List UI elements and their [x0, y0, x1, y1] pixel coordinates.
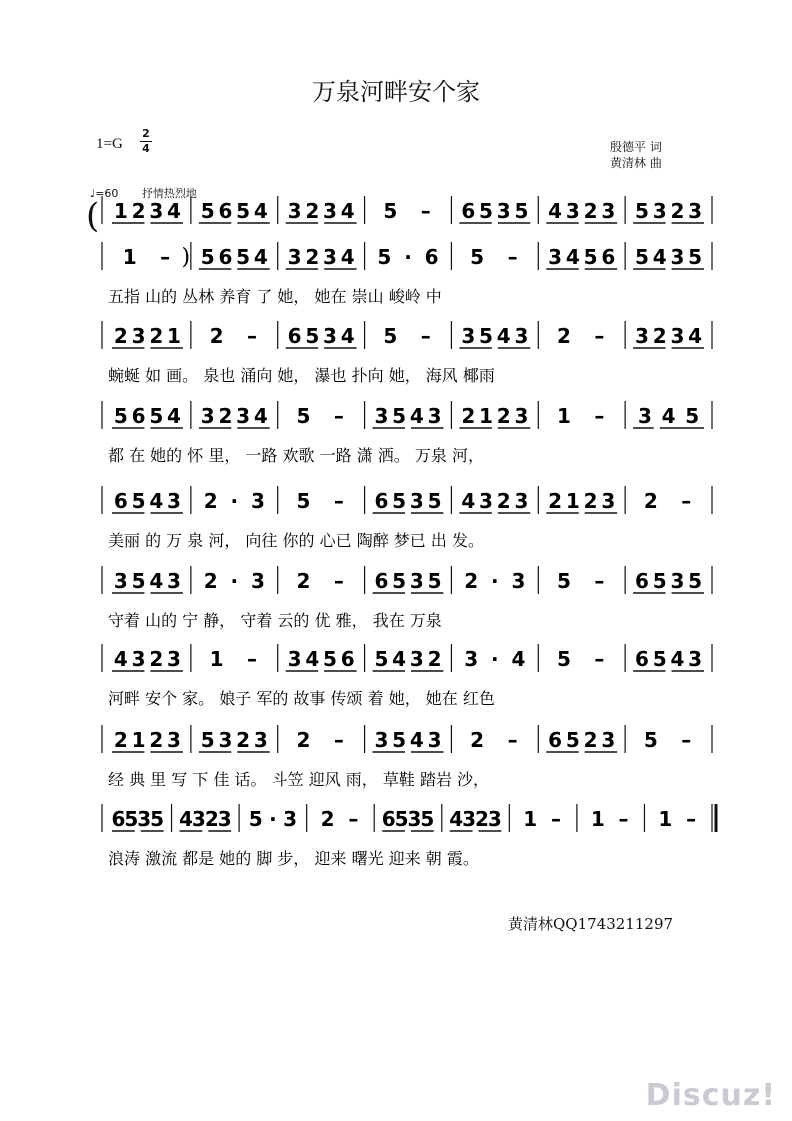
note: 3 — [131, 647, 146, 671]
note: 2 — [652, 324, 667, 348]
note: 3 — [250, 569, 265, 593]
note: 3 — [601, 489, 616, 513]
note: 1 — [523, 807, 538, 831]
note: 1 — [658, 807, 673, 831]
note: – — [551, 807, 561, 831]
note: 3 — [688, 647, 703, 671]
note: 5 — [394, 807, 409, 831]
note: 5 — [470, 245, 485, 269]
note: 3 — [250, 489, 265, 513]
note: 3 — [601, 728, 616, 752]
note: 5 — [377, 245, 392, 269]
note: 2 — [113, 728, 128, 752]
note: 6 — [424, 245, 439, 269]
note: 2 — [427, 647, 442, 671]
watermark-logo: Discuz! — [645, 1078, 776, 1113]
note: 3 — [670, 569, 685, 593]
note: 2 — [236, 728, 251, 752]
note: – — [507, 728, 518, 752]
note: 5 — [514, 199, 529, 223]
note: 3 — [635, 324, 649, 348]
note: 5 — [150, 807, 165, 831]
note: 3 — [548, 245, 563, 269]
note: 2 — [209, 324, 224, 348]
note: 3 — [427, 404, 442, 428]
note: 2 — [643, 489, 658, 513]
note: – — [333, 728, 344, 752]
note: 3 — [464, 647, 479, 671]
note: – — [594, 404, 605, 428]
note: – — [618, 807, 629, 831]
note: 1 — [122, 245, 137, 269]
note: 5 — [383, 324, 398, 348]
note: 3 — [113, 569, 128, 593]
note: 4 — [565, 245, 580, 269]
note: 2 — [475, 807, 489, 831]
lyric-line: 五指 山的 丛林 养育 了 她， 她在 崇山 峻岭 中 — [108, 287, 442, 306]
note: 4 — [340, 199, 355, 223]
note: · — [230, 569, 239, 593]
note: 2 — [305, 199, 320, 223]
note: 5 — [479, 199, 493, 223]
note: 3 — [323, 199, 337, 223]
note: 2 — [149, 647, 164, 671]
note: 5 — [652, 647, 667, 671]
note: 3 — [323, 324, 337, 348]
note: 4 — [449, 807, 464, 831]
note: 2 — [149, 728, 164, 752]
note: 3 — [670, 245, 685, 269]
lyricist-credit: 殷德平 词 — [610, 140, 662, 154]
note: 3 — [167, 569, 181, 593]
note: 3 — [191, 807, 206, 831]
note: 5 — [200, 245, 215, 269]
note: 2 — [464, 569, 479, 593]
note: 2 — [296, 569, 311, 593]
note: 2 — [470, 728, 485, 752]
note: 4 — [670, 647, 685, 671]
note: 4 — [548, 199, 563, 223]
note: 4 — [149, 489, 164, 513]
note: 2 — [583, 489, 598, 513]
note: 5 — [565, 728, 580, 752]
note: 2 — [461, 404, 476, 428]
note: 5 — [374, 647, 389, 671]
note: 3 — [131, 324, 146, 348]
note: 3 — [137, 807, 152, 831]
note: 6 — [340, 647, 355, 671]
lyric-line: 经 典 里 写 下 佳 话。 斗笠 迎风 雨， 草鞋 踏岩 沙， — [108, 770, 490, 789]
note: 5 — [392, 489, 407, 513]
note: 6 — [374, 569, 389, 593]
note: 4 — [167, 199, 181, 223]
note: 2 — [131, 199, 146, 223]
note: 5 — [685, 404, 700, 428]
note: 2 — [670, 199, 685, 223]
note: 4 — [179, 807, 193, 831]
note: 5 — [383, 199, 398, 223]
note: 3 — [652, 199, 667, 223]
note: 3 — [601, 199, 616, 223]
note: – — [681, 489, 692, 513]
note: 5 — [427, 489, 442, 513]
note: 2 — [583, 199, 598, 223]
note: 3 — [637, 404, 652, 428]
note: 5 — [688, 245, 703, 269]
note: · — [404, 245, 412, 269]
note: 5 — [635, 245, 649, 269]
note: 2 — [203, 489, 218, 513]
note: 3 — [688, 199, 703, 223]
note: 3 — [670, 324, 685, 348]
note: 3 — [287, 245, 302, 269]
note: 3 — [514, 404, 529, 428]
note: 3 — [409, 569, 424, 593]
note: 5 — [236, 245, 251, 269]
note: 3 — [462, 807, 477, 831]
note: 1 — [113, 199, 128, 223]
note: 3 — [217, 807, 232, 831]
note: – — [594, 647, 605, 671]
note: 6 — [287, 324, 302, 348]
note: 5 — [113, 404, 128, 428]
lyric-line: 浪涛 激流 都是 她的 脚 步， 迎来 曙光 迎来 朝 霞。 — [108, 849, 479, 868]
note: 6 — [131, 404, 146, 428]
note: 2 — [548, 489, 563, 513]
note: 3 — [407, 807, 422, 831]
note: 5 — [131, 489, 146, 513]
note: 5 — [149, 404, 164, 428]
note: 2 — [113, 324, 128, 348]
note: 2 — [496, 404, 511, 428]
time-denominator: 4 — [142, 142, 150, 155]
footer-credit: 黄清林QQ1743211297 — [508, 915, 674, 933]
note: 2 — [320, 807, 335, 831]
note: 3 — [511, 569, 526, 593]
note: 2 — [149, 324, 164, 348]
note: 3 — [167, 647, 181, 671]
note: 3 — [167, 728, 181, 752]
note: 3 — [514, 489, 529, 513]
note: 6 — [374, 489, 389, 513]
note: – — [333, 404, 344, 428]
note: 5 — [200, 199, 215, 223]
note: 1 — [565, 489, 580, 513]
note: 4 — [340, 324, 355, 348]
note: 4 — [167, 404, 181, 428]
note: 3 — [149, 199, 164, 223]
note: 4 — [461, 489, 476, 513]
note: 4 — [511, 647, 526, 671]
lyric-line: 守着 山的 宁 静， 守着 云的 优 雅， 我在 万泉 — [108, 611, 442, 630]
note: 2 — [557, 324, 571, 348]
note: 3 — [236, 404, 251, 428]
lyric-line: 美丽 的 万 泉 河， 向往 你的 心已 陶醉 梦已 出 发。 — [108, 531, 484, 550]
note: 1 — [131, 728, 146, 752]
note: 5 — [479, 324, 493, 348]
note: 3 — [323, 245, 337, 269]
note: 1 — [590, 807, 605, 831]
note: 3 — [565, 199, 580, 223]
note: – — [420, 324, 431, 348]
note: 4 — [496, 324, 511, 348]
closing-bracket: ) — [181, 245, 191, 270]
opening-bracket: ( — [86, 196, 100, 236]
note: – — [333, 569, 344, 593]
note: 2 — [218, 404, 233, 428]
note: · — [491, 569, 499, 593]
note: 3 — [487, 807, 502, 831]
note: 3 — [461, 324, 476, 348]
note: 2 — [496, 489, 511, 513]
note: – — [160, 245, 171, 269]
note: 5 — [248, 807, 263, 831]
note: 4 — [409, 728, 424, 752]
note: 3 — [427, 728, 442, 752]
note: – — [333, 489, 344, 513]
note: – — [507, 245, 518, 269]
note: 5 — [296, 489, 311, 513]
note: 2 — [305, 245, 320, 269]
tempo-mark: ♩=60 — [90, 187, 119, 200]
note: – — [247, 647, 257, 671]
note: 2 — [296, 728, 311, 752]
note: 5 — [557, 569, 571, 593]
note: 4 — [340, 245, 355, 269]
note: 4 — [688, 324, 703, 348]
note: 5 — [688, 569, 703, 593]
note: – — [420, 199, 431, 223]
note: 5 — [296, 404, 311, 428]
note: – — [681, 728, 692, 752]
note: 3 — [253, 728, 268, 752]
note: 3 — [514, 324, 529, 348]
note: 3 — [409, 489, 424, 513]
note: 6 — [548, 728, 563, 752]
note: – — [594, 324, 605, 348]
note: 3 — [374, 404, 389, 428]
note: 5 — [124, 807, 139, 831]
note: 6 — [111, 807, 126, 831]
note: 5 — [131, 569, 146, 593]
song-title: 万泉河畔安个家 — [312, 78, 480, 106]
note: 5 — [420, 807, 435, 831]
note: 4 — [113, 647, 128, 671]
note: 3 — [287, 199, 302, 223]
note: 4 — [409, 404, 424, 428]
note: 3 — [479, 489, 493, 513]
note: 5 — [635, 199, 649, 223]
lyric-line: 蜿蜒 如 画。 泉也 涌向 她， 瀑也 扑向 她， 海风 椰雨 — [108, 366, 495, 385]
note: 3 — [167, 489, 181, 513]
note: 2 — [583, 728, 598, 752]
note: 1 — [167, 324, 181, 348]
note: 5 — [557, 647, 571, 671]
note: 6 — [635, 647, 649, 671]
note: 4 — [305, 647, 320, 671]
note: 5 — [392, 569, 407, 593]
note: 6 — [113, 489, 128, 513]
note: – — [348, 807, 359, 831]
lyric-line: 河畔 安个 家。 娘子 军的 故事 传颂 着 她， 她在 红色 — [108, 689, 495, 708]
note: 4 — [253, 245, 268, 269]
note: – — [594, 569, 605, 593]
note: 5 — [392, 404, 407, 428]
note: 3 — [496, 199, 511, 223]
note: · — [491, 647, 499, 671]
note: 5 — [427, 569, 442, 593]
note: 5 — [392, 728, 407, 752]
lyric-line: 都 在 她的 怀 里， 一路 欢歌 一路 潇 洒。 万泉 河， — [108, 446, 484, 465]
note: 6 — [381, 807, 396, 831]
note: 3 — [287, 647, 302, 671]
note: 4 — [149, 569, 164, 593]
key-signature: 1=G — [96, 136, 123, 152]
note: 5 — [652, 569, 667, 593]
note: 2 — [204, 807, 219, 831]
note: 4 — [392, 647, 407, 671]
note: 6 — [601, 245, 616, 269]
note: 4 — [652, 245, 667, 269]
note: 5 — [305, 324, 320, 348]
note: 6 — [461, 199, 476, 223]
note: 4 — [661, 404, 676, 428]
note: 3 — [283, 807, 298, 831]
note: – — [686, 807, 697, 831]
note: 1 — [557, 404, 571, 428]
note: 6 — [635, 569, 649, 593]
note: 2 — [203, 569, 218, 593]
composer-credit: 黄清林 曲 — [610, 156, 662, 170]
note: 6 — [218, 245, 233, 269]
note: 4 — [253, 199, 268, 223]
note: 3 — [218, 728, 233, 752]
note: – — [247, 324, 257, 348]
note: 5 — [323, 647, 337, 671]
note: 6 — [218, 199, 233, 223]
note: 5 — [236, 199, 251, 223]
note: 5 — [583, 245, 598, 269]
note: 5 — [200, 728, 215, 752]
note: 3 — [409, 647, 424, 671]
note: · — [230, 489, 239, 513]
note: 1 — [479, 404, 493, 428]
note: 5 — [643, 728, 658, 752]
note: 4 — [253, 404, 268, 428]
note: · — [269, 807, 277, 831]
note: 1 — [209, 647, 224, 671]
time-numerator: 2 — [142, 127, 150, 140]
note: 3 — [374, 728, 389, 752]
note: 3 — [200, 404, 215, 428]
expression-mark: 抒情热烈地 — [141, 187, 197, 200]
